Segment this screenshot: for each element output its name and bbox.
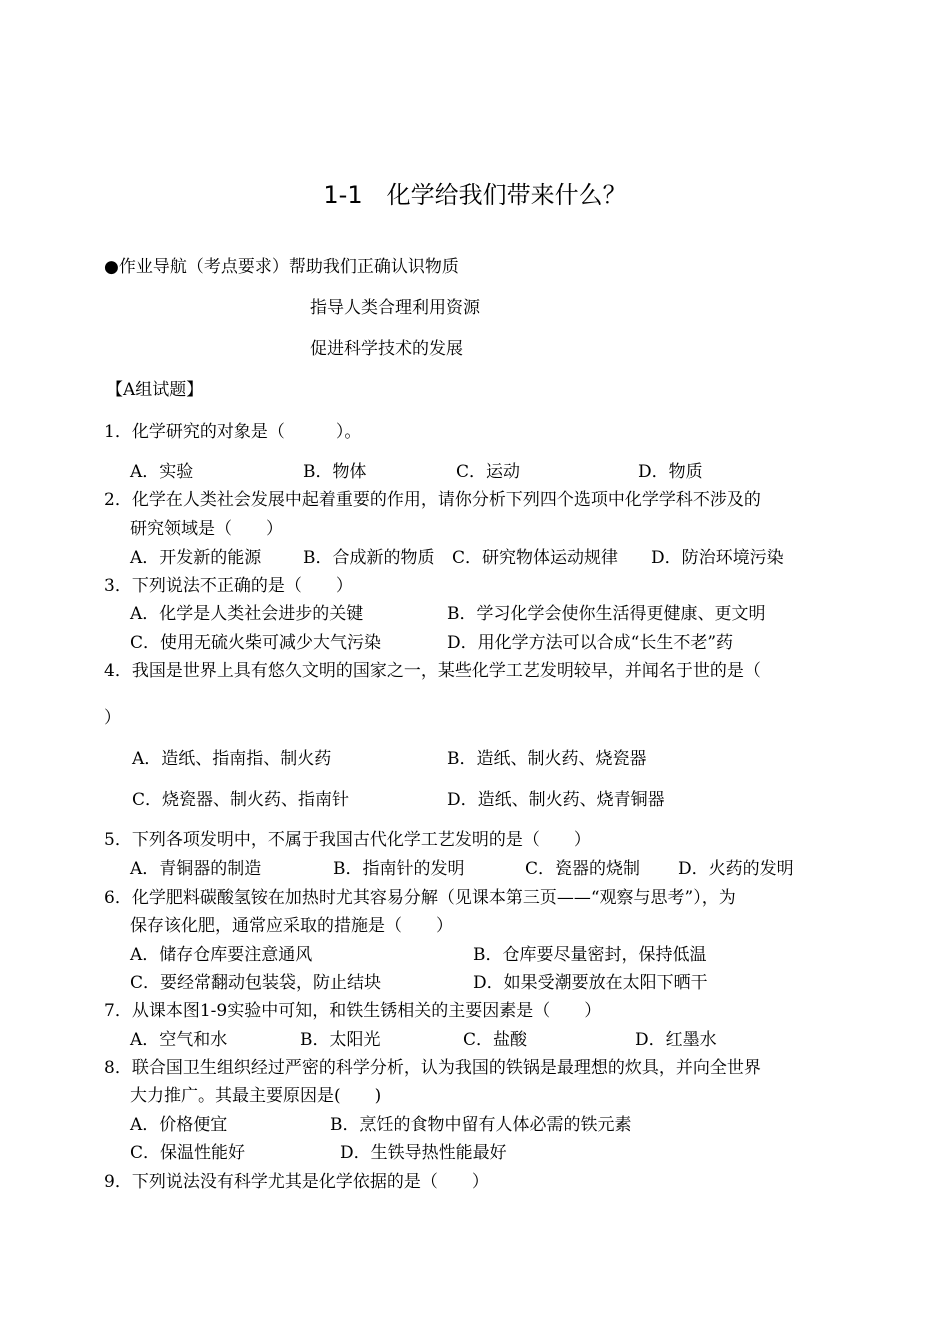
section-heading: 【A组试题】 [106,380,204,400]
question-2-option-a: A．开发新的能源 [130,548,262,568]
question-6-option-c: C．要经常翻动包装袋，防止结块 [130,973,382,993]
question-4-option-c: C．烧瓷器、制火药、指南针 [132,790,350,810]
question-2-option-c: C．研究物体运动规律 [452,548,619,568]
question-8-option-c: C．保温性能好 [130,1143,246,1163]
question-6-stem-cont: 保存该化肥，通常应采取的措施是（ ） [130,916,453,936]
question-1-option-d: D．物质 [638,462,703,482]
question-7-stem: 7．从课本图1-9实验中可知，和铁生锈相关的主要因素是（ ） [104,1001,602,1021]
question-2-stem: 2．化学在人类社会发展中起着重要的作用，请你分析下列四个选项中化学学科不涉及的 [104,490,761,510]
page-title: 1-1 化学给我们带来什么？ [323,181,627,209]
question-4-option-d: D．造纸、制火药、烧青铜器 [447,790,665,810]
question-3-option-d: D．用化学方法可以合成“长生不老”药 [447,633,734,653]
question-3-option-a: A．化学是人类社会进步的关键 [130,604,364,624]
question-9-stem: 9．下列说法没有科学尤其是化学依据的是（ ） [104,1172,489,1192]
question-6-option-d: D．如果受潮要放在太阳下晒干 [473,973,708,993]
question-5-option-d: D．火药的发明 [678,859,794,879]
question-4-stem: 4．我国是世界上具有悠久文明的国家之一，某些化学工艺发明较早，并闻名于世的是（ [104,661,761,681]
question-5-stem: 5．下列各项发明中，不属于我国古代化学工艺发明的是（ ） [104,830,591,850]
guide-line-3: 促进科学技术的发展 [310,339,463,359]
question-1-option-b: B．物体 [303,462,367,482]
question-1-stem: 1．化学研究的对象是（ ）。 [104,422,362,442]
question-3-option-c: C．使用无硫火柴可减少大气污染 [130,633,382,653]
question-4-option-b: B．造纸、制火药、烧瓷器 [447,749,647,769]
question-2-option-d: D．防治环境污染 [651,548,784,568]
question-4-stem-cont: ） [104,708,121,728]
question-1-option-a: A．实验 [130,462,194,482]
question-1-option-c: C．运动 [456,462,521,482]
question-8-option-a: A．价格便宜 [130,1115,228,1135]
guide-line-1: ●作业导航（考点要求）帮助我们正确认识物质 [104,257,459,277]
question-5-option-b: B．指南针的发明 [333,859,465,879]
question-6-stem: 6．化学肥料碳酸氢铵在加热时尤其容易分解（见课本第三页——“观察与思考”），为 [104,888,736,908]
question-5-option-a: A．青铜器的制造 [130,859,262,879]
question-2-stem-cont: 研究领域是（ ） [130,519,283,539]
question-7-option-d: D．红墨水 [635,1030,717,1050]
question-6-option-b: B．仓库要尽量密封，保持低温 [473,945,707,965]
question-8-stem: 8．联合国卫生组织经过严密的科学分析，认为我国的铁锅是最理想的炊具，并向全世界 [104,1058,761,1078]
question-8-stem-cont: 大力推广。其最主要原因是( ) [130,1086,382,1106]
question-5-option-c: C．瓷器的烧制 [525,859,641,879]
question-3-option-b: B．学习化学会使你生活得更健康、更文明 [447,604,766,624]
question-6-option-a: A．储存仓库要注意通风 [130,945,313,965]
question-7-option-b: B．太阳光 [300,1030,381,1050]
question-8-option-b: B．烹饪的食物中留有人体必需的铁元素 [330,1115,632,1135]
question-7-option-a: A．空气和水 [130,1030,228,1050]
question-7-option-c: C．盐酸 [463,1030,528,1050]
question-3-stem: 3．下列说法不正确的是（ ） [104,576,353,596]
question-8-option-d: D．生铁导热性能最好 [340,1143,507,1163]
guide-line-2: 指导人类合理利用资源 [310,298,480,318]
question-2-option-b: B．合成新的物质 [303,548,435,568]
question-4-option-a: A．造纸、指南指、制火药 [132,749,332,769]
